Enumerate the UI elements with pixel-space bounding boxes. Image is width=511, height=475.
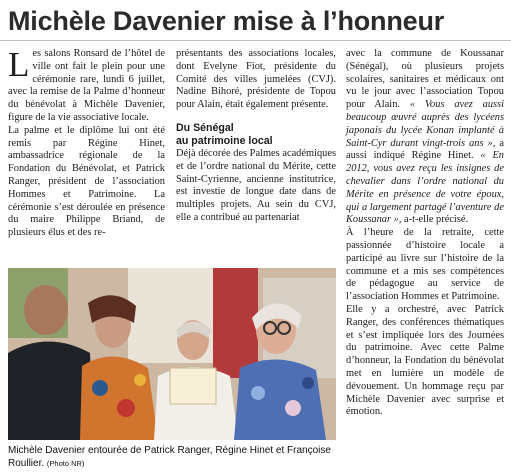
paragraph: À l’heure de la retraite, cette passionnée d’histoire locale a participé au livre sur l’histoire de la commune et a mis ses compétences de pédagogue au service de l’association Hommes et Patrimoine. [346,227,504,303]
article-column-middle [176,48,336,225]
photo-illustration [8,268,336,440]
paragraph: Elle y a orchestré, avec Patrick Ranger, des conférences thématiques et s’est impliquée lors des Journées du patrimoine. Avec cette Palme d’honneur, la Fondation du bénévolat met en lumière un modèle de dévouement. Un hommage reçu par Michèle Davenier avec surprise et émotion. [346,303,504,418]
quote: « Vous avez aussi beaucoup œuvré auprès des lycéens japonais du lycée Konan implanté à Saint-Cyr durant vingt-trois ans » [346,99,504,149]
photo-caption [8,444,338,470]
text-run: avec la commune de Koussanar (Sénégal), où plusieurs projets scolaires, sanitaires et médicaux ont vu le jour avec l’association Topou pour Alain. [346,48,504,111]
subhead-line: au patrimoine local [176,134,273,147]
article-photo [8,268,336,440]
text-run: , a aussi indiqué Régine Hinet. [346,137,505,162]
intro-text: es salons Ronsard de l’hôtel de ville ont fait le plein pour une cérémonie rare, lundi 6 juillet, avec la remise de la Palme d’honneur du bénévolat à Michèle Davenier, figure de la vie associative locale. [8,48,165,123]
text-run: , a-t-elle précisé. [398,214,469,226]
subhead-line: Du Sénégal [176,121,234,134]
article-column-right [346,48,504,419]
paragraph: Déjà décorée des Palmes académiques et de l’ordre national du Mérite, cette Saint-Cyrienne, ancienne institutrice, est investie de longue date dans de multiples projets. Au sein du CVJ, elle a contribué au partenariat [176,147,336,223]
quote: « En 2012, vous avez reçu les insignes de chevalier dans l’ordre national du Mérite en présence de votre époux, qui a largement partagé l’aventure de Koussanar » [346,150,504,226]
paragraph [346,48,504,227]
article-column-left [8,45,165,240]
caption-text: Michèle Davenier entourée de Patrick Ranger, Régine Hinet et Françoise Roullier. [8,445,331,469]
headline-divider [0,40,511,41]
paragraph: La palme et le diplôme lui ont été remis par Régine Hinet, ambassadrice régionale de la Fondation du Bénévolat, et Patrick Ranger, président de l’association Hommes et Patrimoine. La cérémonie s’est déroulée en présence du maire Philippe Briand, de plusieurs élus et des re- [8,124,165,239]
photo-credit: (Photo NR) [46,459,85,468]
section-subhead [176,122,336,148]
article-headline: Michèle Davenier mise à l’honneur [8,6,445,36]
paragraph: présentants des associations locales, dont Evelyne Fiot, présidente du Comité des villes jumelées (CVJ). Nadine Bihoré, présidente de Topou pour Alain, était également présente. [176,48,336,111]
drop-cap: L [8,45,30,84]
intro-paragraph [8,45,165,125]
